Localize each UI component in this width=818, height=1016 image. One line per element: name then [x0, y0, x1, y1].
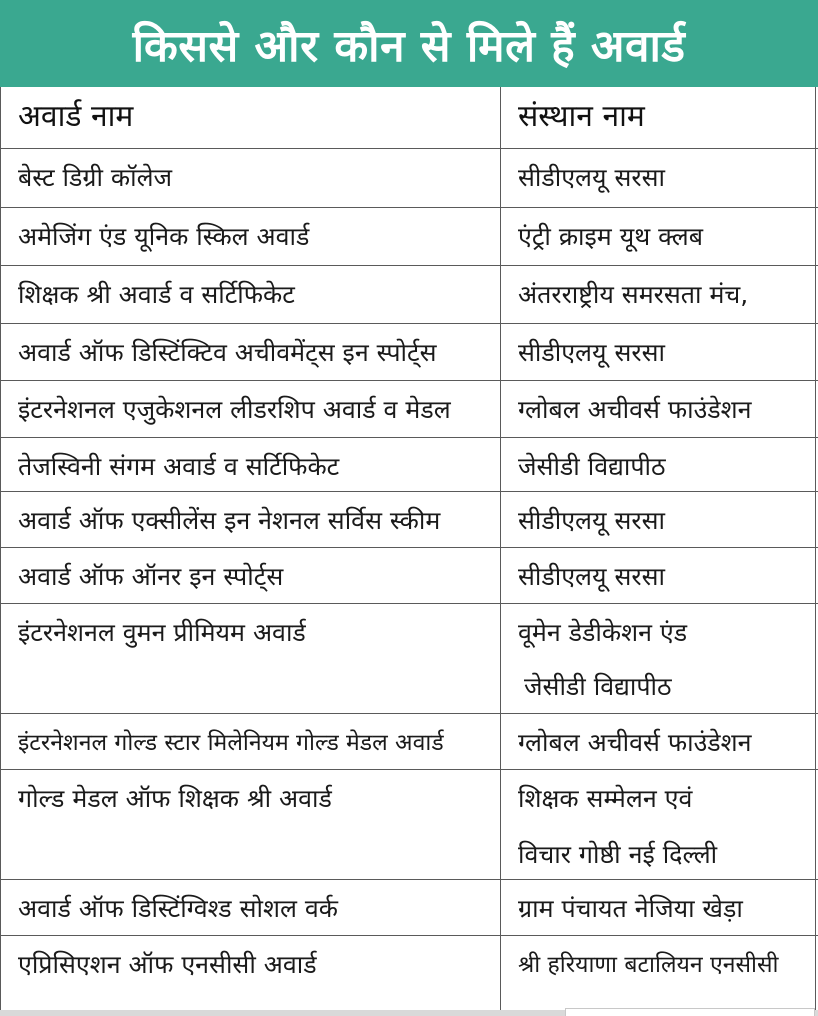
page-title: किससे और कौन से मिले हैं अवार्ड [132, 20, 686, 72]
award-cell: अवार्ड ऑफ डिस्टिंक्टिव अचीवमेंट्स इन स्पोर्ट्स [18, 338, 437, 367]
award-cell: इंटरनेशनल वुमन प्रीमियम अवार्ड [18, 618, 306, 647]
title-banner [0, 0, 818, 87]
header-award-name: अवार्ड नाम [18, 99, 134, 134]
award-cell: शिक्षक श्री अवार्ड व सर्टिफिकेट [18, 280, 295, 309]
institution-cell: श्री हरियाणा बटालियन एनसीसी [518, 952, 779, 978]
award-cell: अवार्ड ऑफ डिस्टिंग्विश्ड सोशल वर्क [18, 894, 338, 923]
table-row [0, 548, 818, 604]
award-cell: तेजस्विनी संगम अवार्ड व सर्टिफिकेट [18, 452, 340, 481]
award-cell: गोल्ड मेडल ऑफ शिक्षक श्री अवार्ड [18, 784, 332, 813]
award-cell: इंटरनेशनल एजुकेशनल लीडरशिप अवार्ड व मेडल [18, 395, 451, 424]
institution-cell: शिक्षक सम्मेलन एवं [518, 784, 693, 813]
institution-cell: सीडीएलयू सरसा [518, 506, 665, 535]
award-cell: एप्रिसिएशन ऑफ एनसीसी अवार्ड [18, 950, 317, 979]
table-row [0, 266, 818, 324]
table-header-row [0, 87, 818, 149]
institution-cell: ग्लोबल अचीवर्स फाउंडेशन [518, 728, 752, 757]
award-cell: अवार्ड ऑफ एक्सीलेंस इन नेशनल सर्विस स्कीम [18, 506, 441, 535]
table-row [0, 208, 818, 266]
institution-cell: जेसीडी विद्यापीठ [518, 452, 666, 481]
institution-cell: सीडीएलयू सरसा [518, 562, 665, 591]
award-cell: अवार्ड ऑफ ऑनर इन स्पोर्ट्स [18, 562, 284, 591]
bottom-tab [565, 1008, 815, 1016]
table-row [0, 149, 818, 208]
table-row [0, 880, 818, 936]
table-row [0, 324, 818, 381]
institution-cell-line2: जेसीडी विद्यापीठ [524, 672, 672, 701]
table-row [0, 438, 818, 492]
table-row [0, 936, 818, 1010]
institution-cell: सीडीएलयू सरसा [518, 163, 665, 192]
table-row [0, 492, 818, 548]
institution-cell-line2: विचार गोष्ठी नई दिल्ली [518, 840, 718, 869]
award-cell: बेस्ट डिग्री कॉलेज [18, 163, 173, 192]
institution-cell: अंतरराष्ट्रीय समरसता मंच, [518, 280, 749, 309]
table-row [0, 714, 818, 770]
award-cell: अमेजिंग एंड यूनिक स्किल अवार्ड [18, 222, 310, 251]
header-institution-name: संस्थान नाम [518, 99, 645, 134]
award-cell: इंटरनेशनल गोल्ड स्टार मिलेनियम गोल्ड मेडल अवार्ड [18, 730, 444, 756]
table-row [0, 604, 818, 714]
institution-cell: वूमेन डेडीकेशन एंड [518, 618, 688, 647]
institution-cell: एंट्री क्राइम यूथ क्लब [518, 222, 703, 251]
table-row [0, 381, 818, 438]
table-row [0, 770, 818, 880]
institution-cell: ग्राम पंचायत नेजिया खेड़ा [518, 894, 743, 923]
institution-cell: सीडीएलयू सरसा [518, 338, 665, 367]
institution-cell: ग्लोबल अचीवर्स फाउंडेशन [518, 395, 752, 424]
